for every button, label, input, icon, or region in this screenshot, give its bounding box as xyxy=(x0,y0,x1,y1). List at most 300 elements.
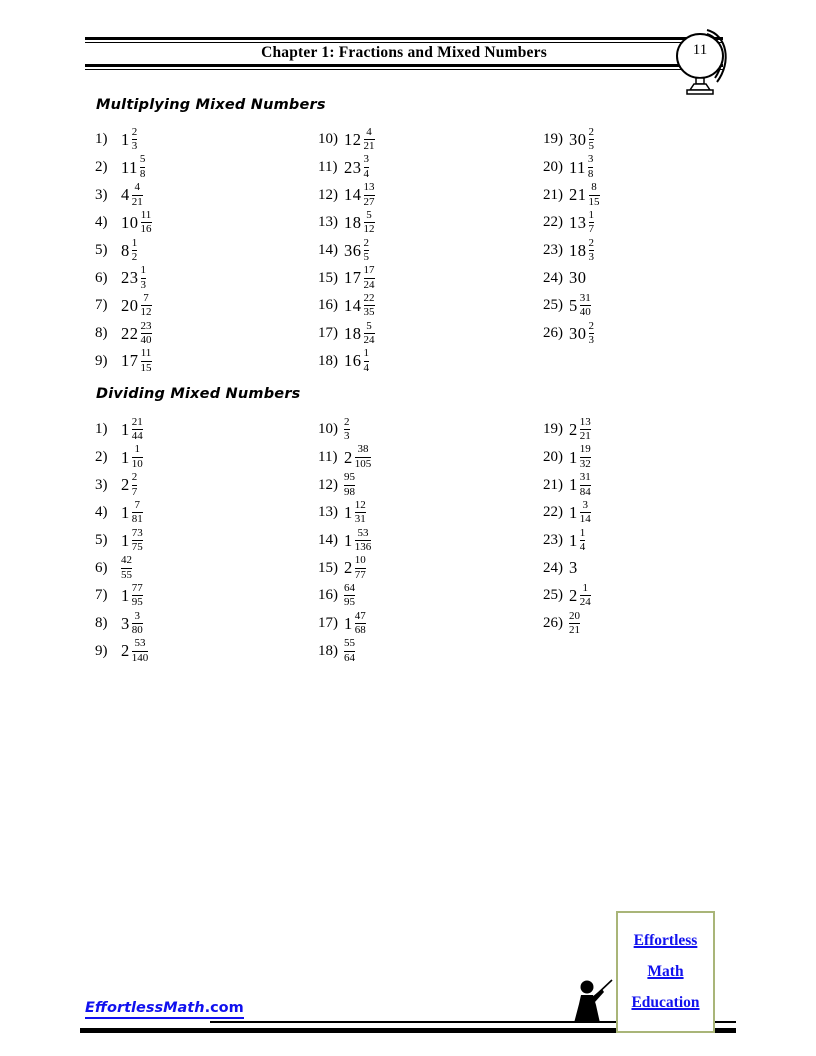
page-number: 11 xyxy=(692,42,708,58)
fraction-numerator: 5 xyxy=(366,208,372,221)
fraction-denominator: 95 xyxy=(131,596,143,609)
answer-number: 4) xyxy=(95,504,108,521)
answer-item xyxy=(543,499,758,527)
fraction-denominator: 5 xyxy=(588,140,594,153)
answer-item xyxy=(318,471,533,499)
whole-number: 1 xyxy=(121,447,130,467)
fraction xyxy=(132,472,138,498)
fraction-numerator: 13 xyxy=(579,415,591,428)
fraction-numerator: 8 xyxy=(591,181,597,194)
fraction-numerator: 5 xyxy=(139,153,146,166)
whole-number: 14 xyxy=(344,185,362,205)
brand-link-education[interactable]: Education xyxy=(631,994,700,1011)
answer-value xyxy=(121,444,143,470)
answer-number: 10) xyxy=(318,421,338,438)
answer-number: 5) xyxy=(95,242,108,259)
answer-value xyxy=(569,127,594,153)
answer-value xyxy=(344,348,369,374)
fraction xyxy=(580,417,591,443)
answer-number: 6) xyxy=(95,269,108,286)
answer-item xyxy=(95,554,310,582)
whole-number: 11 xyxy=(569,157,586,177)
fraction-denominator: 24 xyxy=(579,596,591,609)
answer-value xyxy=(344,154,369,180)
fraction-denominator: 105 xyxy=(354,458,372,471)
fraction-numerator: 1 xyxy=(588,208,594,221)
fraction-denominator: 44 xyxy=(131,430,143,443)
whole-number: 21 xyxy=(569,185,587,205)
answer-value xyxy=(121,348,152,374)
answer-item xyxy=(95,181,310,209)
answer-number: 11) xyxy=(318,449,338,466)
answer-value xyxy=(344,555,366,581)
answer-value xyxy=(344,265,375,291)
fraction-numerator: 10 xyxy=(354,554,366,567)
answer-number: 15) xyxy=(318,559,338,576)
answer-item xyxy=(543,527,758,555)
fraction-numerator: 22 xyxy=(363,291,375,304)
fraction-denominator: 21 xyxy=(569,624,580,637)
answer-number: 18) xyxy=(318,642,338,659)
fraction xyxy=(141,348,152,374)
answer-item xyxy=(95,126,310,154)
answer-number: 10) xyxy=(318,131,338,148)
fraction xyxy=(580,500,591,526)
fraction-numerator: 11 xyxy=(140,208,152,221)
brand-box xyxy=(616,911,715,1033)
fraction xyxy=(132,500,143,526)
answers-column xyxy=(543,416,758,638)
answer-item xyxy=(543,554,758,582)
answer-item xyxy=(95,209,310,237)
fraction-denominator: 32 xyxy=(579,458,591,471)
answer-item xyxy=(318,582,533,610)
fraction-denominator: 136 xyxy=(354,541,372,554)
fraction xyxy=(132,182,143,208)
answer-value xyxy=(344,210,375,236)
whole-number: 1 xyxy=(569,475,578,495)
fraction-denominator: 14 xyxy=(579,513,591,526)
answer-item xyxy=(543,181,758,209)
fraction xyxy=(132,638,149,664)
answer-number: 1) xyxy=(95,421,108,438)
fraction xyxy=(344,638,355,664)
brand-link-math[interactable]: Math xyxy=(647,963,684,980)
answer-number: 24) xyxy=(543,269,563,286)
answer-value xyxy=(344,611,366,637)
fraction xyxy=(140,154,146,180)
fraction-denominator: 3 xyxy=(588,334,594,347)
whole-number: 2 xyxy=(121,475,130,495)
fraction xyxy=(132,583,143,609)
answer-number: 11) xyxy=(318,159,338,176)
answer-item xyxy=(95,582,310,610)
answer-item xyxy=(318,292,533,320)
fraction-numerator: 4 xyxy=(134,181,140,194)
fraction xyxy=(580,583,591,609)
answer-value xyxy=(344,444,371,470)
fraction xyxy=(364,348,370,374)
answer-number: 8) xyxy=(95,325,108,342)
answer-item xyxy=(95,154,310,182)
whole-number: 2 xyxy=(569,585,578,605)
whole-number: 1 xyxy=(121,585,130,605)
fraction xyxy=(580,472,591,498)
answer-value xyxy=(121,417,143,443)
answer-number: 23) xyxy=(543,532,563,549)
answer-number: 21) xyxy=(543,186,563,203)
fraction-denominator: 5 xyxy=(363,251,369,264)
answer-value xyxy=(569,417,591,443)
whole-number: 5 xyxy=(569,295,578,315)
fraction-denominator: 98 xyxy=(344,485,355,498)
fraction xyxy=(132,528,143,554)
answer-item xyxy=(318,320,533,348)
answer-value xyxy=(569,154,593,180)
answer-number: 3) xyxy=(95,476,108,493)
fraction-denominator: 12 xyxy=(140,306,152,319)
answer-number: 1) xyxy=(95,131,108,148)
section-title-dividing: Dividing Mixed Numbers xyxy=(96,386,301,402)
fraction-numerator: 53 xyxy=(357,526,369,539)
answer-value xyxy=(569,444,591,470)
fraction xyxy=(344,472,355,498)
answer-item xyxy=(543,471,758,499)
fraction-denominator: 40 xyxy=(579,306,591,319)
fraction-numerator: 20 xyxy=(569,609,580,622)
whole-number: 18 xyxy=(569,240,587,260)
whole-number: 23 xyxy=(344,157,362,177)
answer-item xyxy=(318,444,533,472)
answer-number: 17) xyxy=(318,615,338,632)
answer-value xyxy=(569,558,580,578)
fraction-numerator: 3 xyxy=(582,498,588,511)
answer-item xyxy=(318,499,533,527)
site-link[interactable] xyxy=(85,1000,244,1019)
fraction-denominator: 3 xyxy=(588,251,594,264)
fraction-numerator: 17 xyxy=(363,264,375,277)
answer-number: 9) xyxy=(95,642,108,659)
whole-number: 3 xyxy=(569,558,578,578)
answer-item xyxy=(318,348,533,376)
brand-link-effortless[interactable]: Effortless xyxy=(633,932,698,949)
answer-item xyxy=(318,237,533,265)
fraction-denominator: 21 xyxy=(131,195,143,208)
whole-number: 12 xyxy=(344,129,362,149)
fraction-denominator: 8 xyxy=(587,168,594,181)
answer-number: 14) xyxy=(318,242,338,259)
whole-number: 18 xyxy=(344,212,362,232)
answer-value xyxy=(121,638,148,664)
fraction xyxy=(132,238,138,264)
fraction-numerator: 2 xyxy=(588,125,594,138)
answer-number: 19) xyxy=(543,131,563,148)
fraction-denominator: 3 xyxy=(131,140,138,153)
answers-column xyxy=(318,416,533,665)
fraction xyxy=(364,182,375,208)
answer-number: 16) xyxy=(318,297,338,314)
answer-value xyxy=(121,154,145,180)
answer-item xyxy=(318,264,533,292)
fraction-denominator: 84 xyxy=(579,485,591,498)
fraction-denominator: 10 xyxy=(131,458,143,471)
answer-item xyxy=(95,348,310,376)
fraction-numerator: 4 xyxy=(366,125,372,138)
fraction-denominator: 140 xyxy=(131,651,149,664)
whole-number: 1 xyxy=(121,502,130,522)
fraction-denominator: 15 xyxy=(140,361,152,374)
answer-item xyxy=(95,527,310,555)
answer-item xyxy=(318,416,533,444)
fraction xyxy=(589,210,595,236)
fraction xyxy=(132,444,143,470)
answer-value xyxy=(121,321,152,347)
answer-item xyxy=(543,416,758,444)
whole-number: 13 xyxy=(569,212,587,232)
answer-value xyxy=(569,210,594,236)
fraction xyxy=(121,555,132,581)
globe-on-stand-icon xyxy=(674,28,734,98)
answer-number: 21) xyxy=(543,476,563,493)
fraction-denominator: 7 xyxy=(131,485,138,498)
site-link-name: EffortlessMath xyxy=(85,1000,205,1016)
answer-value xyxy=(121,265,146,291)
answer-value xyxy=(569,321,594,347)
fraction-numerator: 2 xyxy=(131,471,138,484)
whole-number: 22 xyxy=(121,323,139,343)
answer-number: 25) xyxy=(543,587,563,604)
answer-value xyxy=(121,611,143,637)
fraction-numerator: 53 xyxy=(134,637,146,650)
answer-item xyxy=(318,209,533,237)
answer-value xyxy=(344,638,355,664)
answer-value xyxy=(121,555,132,581)
whole-number: 1 xyxy=(121,419,130,439)
fraction-numerator: 2 xyxy=(588,319,594,332)
fraction-denominator: 68 xyxy=(354,624,366,637)
fraction-numerator: 95 xyxy=(344,471,355,484)
header-rule-top xyxy=(85,37,723,43)
whole-number: 3 xyxy=(121,613,130,633)
fraction xyxy=(580,444,591,470)
answer-item xyxy=(95,416,310,444)
whole-number: 30 xyxy=(569,268,587,288)
whole-number: 1 xyxy=(569,447,578,467)
answer-item xyxy=(95,264,310,292)
fraction-denominator: 7 xyxy=(588,223,594,236)
answer-number: 23) xyxy=(543,242,563,259)
whole-number: 11 xyxy=(121,157,138,177)
fraction xyxy=(355,555,366,581)
answer-value xyxy=(569,500,591,526)
answer-item xyxy=(318,181,533,209)
fraction xyxy=(355,444,372,470)
fraction xyxy=(364,321,375,347)
fraction-denominator: 4 xyxy=(363,361,369,374)
fraction-numerator: 31 xyxy=(579,291,591,304)
fraction-numerator: 3 xyxy=(587,153,594,166)
fraction xyxy=(364,265,375,291)
whole-number: 8 xyxy=(121,240,130,260)
fraction-denominator: 35 xyxy=(363,306,375,319)
fraction xyxy=(569,611,580,637)
whole-number: 1 xyxy=(569,502,578,522)
answer-item xyxy=(318,527,533,555)
answer-item xyxy=(543,126,758,154)
answer-value xyxy=(121,500,143,526)
answer-value xyxy=(121,472,137,498)
answer-value xyxy=(121,528,143,554)
whole-number: 17 xyxy=(121,351,139,371)
answer-item xyxy=(318,610,533,638)
answer-value xyxy=(121,583,143,609)
whole-number: 16 xyxy=(344,351,362,371)
answer-value xyxy=(344,583,355,609)
answer-value xyxy=(344,528,371,554)
fraction-numerator: 13 xyxy=(363,181,375,194)
answer-value xyxy=(121,127,137,153)
fraction-denominator: 3 xyxy=(344,430,350,443)
fraction xyxy=(141,321,152,347)
answer-item xyxy=(95,610,310,638)
fraction-numerator: 47 xyxy=(354,609,366,622)
answer-value xyxy=(569,611,580,637)
fraction-numerator: 1 xyxy=(363,347,369,360)
answer-number: 6) xyxy=(95,559,108,576)
answer-value xyxy=(569,238,594,264)
fraction-denominator: 40 xyxy=(140,334,152,347)
answer-value xyxy=(344,500,366,526)
fraction xyxy=(132,417,143,443)
answer-item xyxy=(318,154,533,182)
answer-number: 20) xyxy=(543,159,563,176)
fraction-denominator: 8 xyxy=(139,168,146,181)
whole-number: 1 xyxy=(344,613,353,633)
answer-item xyxy=(543,264,758,292)
answer-item xyxy=(95,444,310,472)
whole-number: 4 xyxy=(121,185,130,205)
answer-value xyxy=(344,472,355,498)
fraction xyxy=(141,293,152,319)
answer-value xyxy=(121,293,152,319)
answer-item xyxy=(318,638,533,666)
answer-value xyxy=(344,238,369,264)
fraction-numerator: 21 xyxy=(131,415,143,428)
answer-value xyxy=(569,472,591,498)
whole-number: 1 xyxy=(569,530,578,550)
fraction xyxy=(364,210,375,236)
fraction xyxy=(580,528,586,554)
whole-number: 2 xyxy=(121,641,130,661)
answer-item xyxy=(95,499,310,527)
whole-number: 20 xyxy=(121,295,139,315)
fraction xyxy=(364,238,370,264)
answer-number: 13) xyxy=(318,214,338,231)
fraction-numerator: 7 xyxy=(143,291,149,304)
fraction-numerator: 23 xyxy=(140,319,152,332)
answer-number: 15) xyxy=(318,269,338,286)
answer-number: 26) xyxy=(543,615,563,632)
answer-value xyxy=(344,321,375,347)
fraction-denominator: 3 xyxy=(140,278,146,291)
fraction-denominator: 16 xyxy=(140,223,152,236)
answer-item xyxy=(543,444,758,472)
whole-number: 17 xyxy=(344,268,362,288)
site-link-suffix: .com xyxy=(204,1000,244,1016)
answer-value xyxy=(569,583,591,609)
answer-number: 8) xyxy=(95,615,108,632)
answer-number: 16) xyxy=(318,587,338,604)
fraction xyxy=(589,238,595,264)
fraction xyxy=(344,417,350,443)
whole-number: 2 xyxy=(569,419,578,439)
answer-number: 2) xyxy=(95,449,108,466)
fraction-denominator: 4 xyxy=(579,541,586,554)
fraction xyxy=(364,127,375,153)
fraction-numerator: 1 xyxy=(140,264,146,277)
whole-number: 36 xyxy=(344,240,362,260)
fraction-numerator: 73 xyxy=(131,526,143,539)
fraction-numerator: 1 xyxy=(134,443,140,456)
answer-number: 4) xyxy=(95,214,108,231)
answer-number: 5) xyxy=(95,532,108,549)
answer-number: 24) xyxy=(543,559,563,576)
answer-number: 17) xyxy=(318,325,338,342)
fraction-numerator: 19 xyxy=(579,443,591,456)
answer-value xyxy=(569,528,585,554)
answer-value xyxy=(344,417,350,443)
answer-number: 20) xyxy=(543,449,563,466)
answer-number: 12) xyxy=(318,186,338,203)
fraction-numerator: 1 xyxy=(582,581,588,594)
fraction xyxy=(364,154,370,180)
fraction-numerator: 38 xyxy=(357,443,369,456)
fraction xyxy=(132,127,138,153)
fraction-denominator: 12 xyxy=(363,223,375,236)
answers-column xyxy=(95,416,310,665)
answer-item xyxy=(318,126,533,154)
answer-value xyxy=(121,210,152,236)
fraction-numerator: 7 xyxy=(134,498,140,511)
fraction-denominator: 27 xyxy=(363,195,375,208)
fraction-numerator: 2 xyxy=(344,415,350,428)
fraction-denominator: 15 xyxy=(588,195,600,208)
fraction-denominator: 81 xyxy=(131,513,143,526)
fraction-numerator: 31 xyxy=(579,471,591,484)
fraction-denominator: 80 xyxy=(131,624,143,637)
fraction-denominator: 4 xyxy=(363,168,369,181)
answer-number: 25) xyxy=(543,297,563,314)
answer-item xyxy=(543,610,758,638)
answer-number: 2) xyxy=(95,159,108,176)
fraction xyxy=(132,611,143,637)
answer-number: 22) xyxy=(543,504,563,521)
header-rule-bottom xyxy=(85,64,723,70)
fraction-numerator: 1 xyxy=(131,236,138,249)
answer-number: 19) xyxy=(543,421,563,438)
teacher-with-pointer-icon xyxy=(572,978,614,1024)
answer-number: 13) xyxy=(318,504,338,521)
fraction xyxy=(355,528,372,554)
chapter-title: Chapter 1: Fractions and Mixed Numbers xyxy=(261,44,547,61)
answer-number: 14) xyxy=(318,532,338,549)
fraction-numerator: 12 xyxy=(354,498,366,511)
answer-item xyxy=(95,471,310,499)
fraction xyxy=(344,583,355,609)
whole-number: 30 xyxy=(569,323,587,343)
fraction-denominator: 64 xyxy=(344,651,355,664)
answer-item xyxy=(543,237,758,265)
